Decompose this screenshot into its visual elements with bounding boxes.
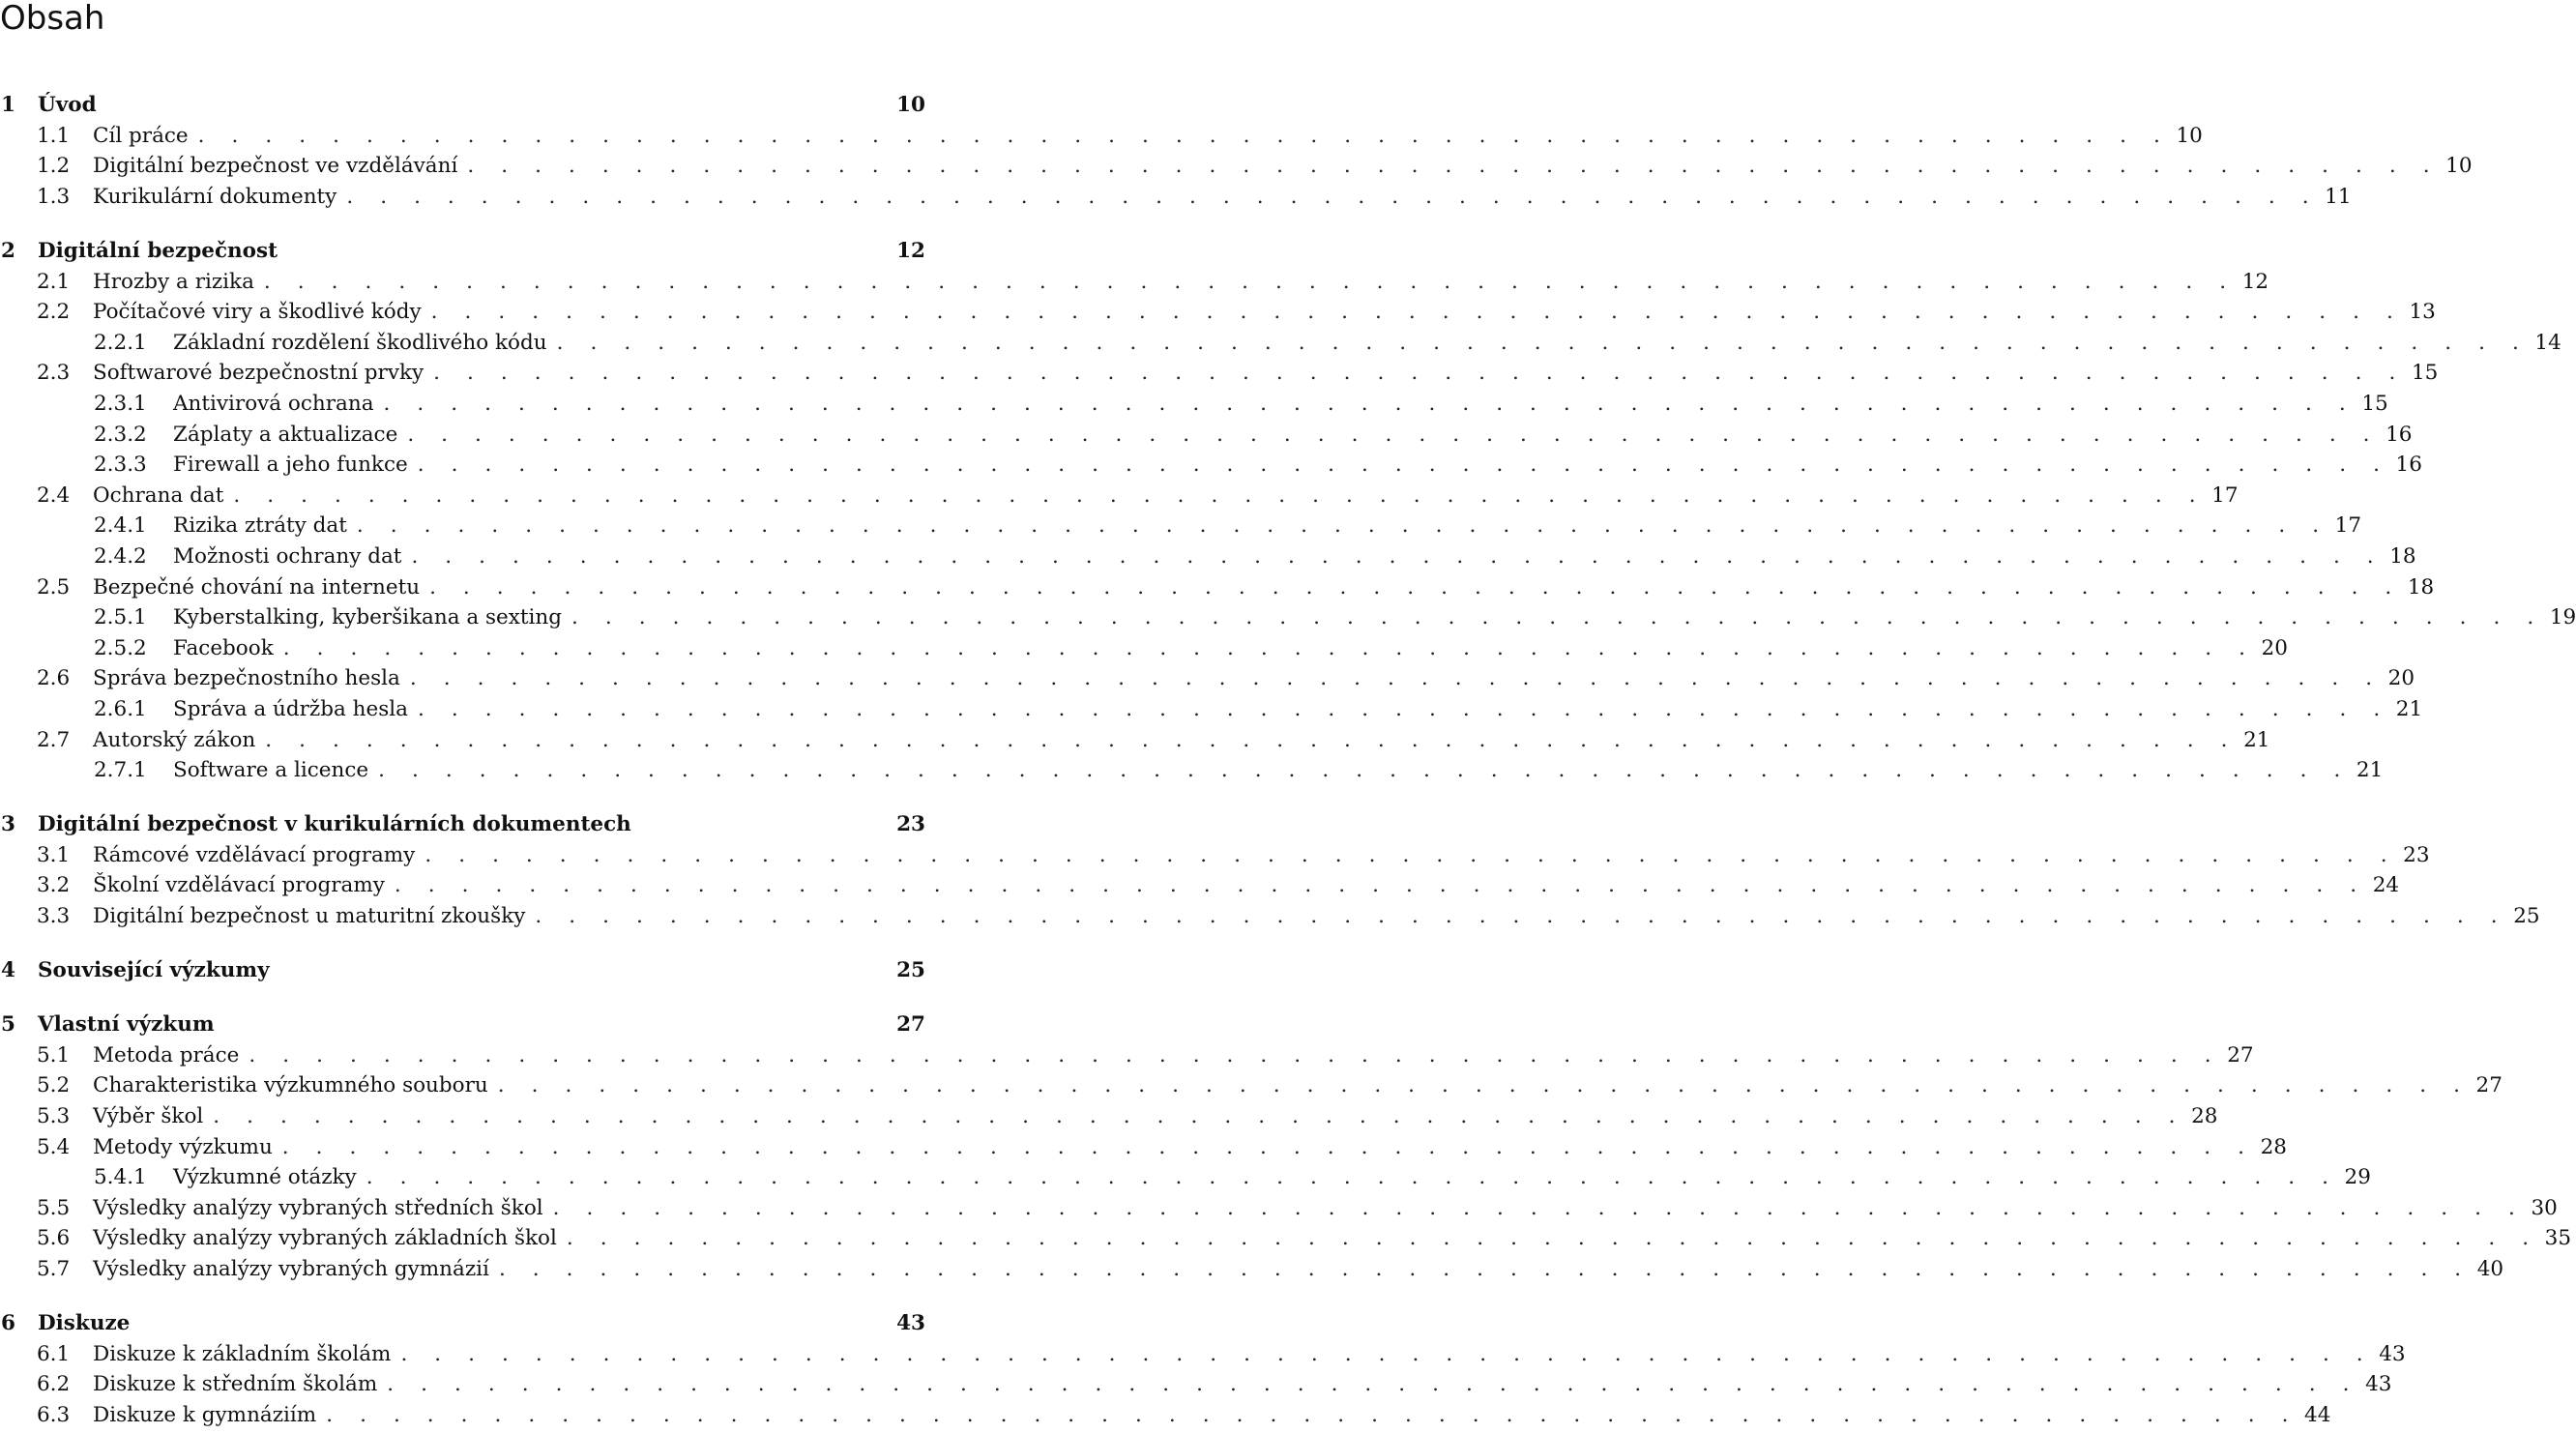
toc-entry-number: 2.5.1: [94, 605, 147, 629]
toc-entry-title: Ochrana dat: [93, 483, 224, 508]
toc-entry-title: Počítačové viry a škodlivé kódy: [93, 300, 422, 324]
toc-entry-number: 6.3: [37, 1403, 71, 1427]
toc-entry-title: Metody výzkumu: [93, 1135, 273, 1159]
toc-leader-dots: . . . . . . . . . . . . . . . . . . . . . . . . . . . . . . . . . . . . . . . . . . . . . . . . . . . . . . . . . . .: [497, 1073, 2471, 1097]
toc-entry-section[interactable]: [0, 122, 2203, 151]
toc-entry-title: Software a licence: [173, 758, 369, 782]
toc-entry-title: Facebook: [173, 636, 274, 660]
toc-entry-section[interactable]: [0, 1071, 2503, 1100]
toc-leader-dots: . . . . . . . . . . . . . . . . . . . . . . . . . . . . . . . . . . . . . . . . . . . . . . . . . . . . . . . . . . .: [467, 154, 2441, 178]
toc-entry-number: 2.6.1: [94, 697, 147, 721]
toc-entry-section[interactable]: [0, 902, 2540, 931]
toc-leader-dots: . . . . . . . . . . . . . . . . . . . . . . . . . . . . . . . . . . . . . . . . . . . . . . . . . . . . . . . . . . .: [498, 1257, 2472, 1281]
toc-entry-page-number: 35: [2544, 1226, 2572, 1250]
toc-entry-number: 1.3: [37, 185, 71, 209]
toc-entry-section[interactable]: [0, 871, 2400, 900]
toc-leader-dots: . . . . . . . . . . . . . . . . . . . . . . . . . . . . . . . . . . . . . . . . . . . . . . . . . . . . . . . . . . .: [411, 544, 2385, 569]
toc-entry-page-number: 18: [2389, 544, 2416, 569]
toc-entry-section[interactable]: [0, 482, 2239, 511]
toc-entry-title: Softwarové bezpečnostní prvky: [93, 361, 424, 385]
toc-leader-dots: . . . . . . . . . . . . . . . . . . . . . . . . . . . . . . . . . . . . . . . . . . . . . . . . . . . . . . . . . . .: [394, 873, 2367, 897]
toc-entry-page-number: 23: [2403, 843, 2430, 867]
toc-entry-page-number: 43: [896, 1311, 925, 1335]
toc-entry-number: 2.2.1: [94, 331, 147, 355]
toc-entry-number: 4: [1, 958, 15, 982]
toc-entry-page-number: 17: [2334, 513, 2362, 538]
toc-entry-title: Správa bezpečnostního hesla: [93, 666, 400, 690]
toc-leader-dots: . . . . . . . . . . . . . . . . . . . . . . . . . . . . . . . . . . . . . . . . . . . . . . . . . . . . . . . . . . .: [424, 843, 2398, 867]
toc-entry-title: Výsledky analýzy vybraných gymnázií: [93, 1257, 489, 1281]
toc-leader-dots: . . . . . . . . . . . . . . . . . . . . . . . . . . . . . . . . . . . . . . . . . . . . . . . . . . . . . . . . . . .: [197, 124, 2171, 148]
toc-entry-page-number: 43: [2379, 1342, 2406, 1366]
toc-leader-dots: . . . . . . . . . . . . . . . . . . . . . . . . . . . . . . . . . . . . . . . . . . . . . . . . . . . . . . . . . . .: [409, 666, 2383, 690]
toc-leader-dots: . . . . . . . . . . . . . . . . . . . . . . . . . . . . . . . . . . . . . . . . . . . . . . . . . . . . . . . . . . .: [417, 697, 2390, 721]
toc-leader-dots: . . . . . . . . . . . . . . . . . . . . . . . . . . . . . . . . . . . . . . . . . . . . . . . . . . . . . . . . . . .: [417, 453, 2390, 477]
toc-entry-subsection[interactable]: [0, 390, 2388, 419]
toc-entry-chapter[interactable]: [0, 1309, 925, 1338]
toc-entry-number: 2.4: [37, 483, 71, 508]
toc-entry-page-number: 28: [2191, 1104, 2218, 1128]
toc-entry-subsection[interactable]: [0, 329, 2561, 358]
toc-entry-page-number: 27: [2475, 1073, 2503, 1097]
toc-entry-page-number: 13: [2409, 300, 2436, 324]
toc-entry-page-number: 17: [2211, 483, 2239, 508]
toc-entry-number: 2.7: [37, 728, 71, 752]
toc-entry-number: 5.7: [37, 1257, 71, 1281]
toc-entry-title: Metoda práce: [93, 1043, 240, 1067]
toc-entry-subsection[interactable]: [0, 1163, 2371, 1192]
toc-entry-title: Rámcové vzdělávací programy: [93, 843, 416, 867]
toc-entry-title: Autorský zákon: [93, 728, 256, 752]
toc-entry-title: Kyberstalking, kyberšikana a sexting: [173, 605, 563, 629]
toc-leader-dots: . . . . . . . . . . . . . . . . . . . . . . . . . . . . . . . . . . . . . . . . . . . . . . . . . . . . . . . . . . .: [430, 300, 2404, 324]
toc-entry-title: Související výzkumy: [38, 958, 270, 982]
toc-entry-number: 2.3.3: [94, 453, 147, 477]
toc-entry-title: Výsledky analýzy vybraných základních škol: [93, 1226, 557, 1250]
toc-entry-page-number: 21: [2356, 758, 2384, 782]
toc-entry-chapter[interactable]: [0, 91, 925, 120]
toc-entry-page-number: 14: [2534, 331, 2561, 355]
toc-entry-section[interactable]: [0, 268, 2269, 297]
toc-entry-page-number: 19: [2549, 605, 2576, 629]
toc-entry-number: 2: [1, 239, 15, 263]
toc-entry-number: 3.2: [37, 873, 71, 897]
toc-entry-page-number: 25: [2513, 904, 2540, 928]
toc-entry-number: 1.2: [37, 154, 71, 178]
toc-entry-page-number: 44: [2304, 1403, 2331, 1427]
toc-leader-dots: . . . . . . . . . . . . . . . . . . . . . . . . . . . . . . . . . . . . . . . . . . . . . . . . . . . . . . . . . . .: [265, 728, 2239, 752]
toc-entry-number: 3: [1, 812, 15, 836]
toc-entry-title: Charakteristika výzkumného souboru: [93, 1073, 488, 1097]
toc-entry-subsection[interactable]: [0, 634, 2288, 663]
toc-entry-title: Výběr škol: [93, 1104, 204, 1128]
toc-entry-section[interactable]: [0, 1041, 2254, 1070]
toc-entry-number: 3.3: [37, 904, 71, 928]
toc-entry-page-number: 20: [2387, 666, 2415, 690]
toc-entry-page-number: 21: [2395, 697, 2423, 721]
toc-entry-number: 2.1: [37, 270, 71, 294]
toc-leader-dots: . . . . . . . . . . . . . . . . . . . . . . . . . . . . . . . . . . . . . . . . . . . . . . . . . . . . . . . . . . .: [387, 1372, 2360, 1396]
toc-entry-chapter[interactable]: [0, 237, 925, 266]
toc-entry-page-number: 12: [896, 239, 925, 263]
toc-entry-title: Digitální bezpečnost u maturitní zkoušky: [93, 904, 526, 928]
toc-entry-title: Firewall a jeho funkce: [173, 453, 408, 477]
toc-leader-dots: . . . . . . . . . . . . . . . . . . . . . . . . . . . . . . . . . . . . . . . . . . . . . . . . . . . . . . . . . . .: [213, 1104, 2186, 1128]
toc-leader-dots: . . . . . . . . . . . . . . . . . . . . . . . . . . . . . . . . . . . . . . . . . . . . . . . . . . . . . . . . . . .: [552, 1196, 2526, 1220]
toc-entry-section[interactable]: [0, 1194, 2558, 1223]
toc-entry-title: Školní vzdělávací programy: [93, 873, 385, 897]
toc-leader-dots: . . . . . . . . . . . . . . . . . . . . . . . . . . . . . . . . . . . . . . . . . . . . . . . . . . . . . . . . . . .: [281, 1135, 2255, 1159]
toc-entry-section[interactable]: [0, 573, 2435, 602]
toc-entry-title: Antivirová ochrana: [173, 392, 374, 416]
toc-entry-section[interactable]: [0, 1340, 2406, 1369]
toc-entry-title: Diskuze k gymnáziím: [93, 1403, 317, 1427]
toc-leader-dots: . . . . . . . . . . . . . . . . . . . . . . . . . . . . . . . . . . . . . . . . . . . . . . . . . . . . . . . . . . .: [566, 1226, 2539, 1250]
toc-entry-section[interactable]: [0, 841, 2430, 870]
toc-entry-section[interactable]: [0, 298, 2436, 327]
toc-entry-page-number: 23: [896, 812, 925, 836]
toc-entry-number: 2.5: [37, 575, 71, 600]
toc-entry-title: Bezpečné chování na internetu: [93, 575, 421, 600]
toc-leader-dots: . . . . . . . . . . . . . . . . . . . . . . . . . . . . . . . . . . . . . . . . . . . . . . . . . . . . . . . . . . .: [429, 575, 2402, 600]
toc-entry-number: 1: [1, 93, 15, 117]
toc-entry-number: 2.3: [37, 361, 71, 385]
toc-entry-number: 3.1: [37, 843, 71, 867]
toc-entry-title: Digitální bezpečnost: [38, 239, 278, 263]
toc-entry-section[interactable]: [0, 1133, 2287, 1162]
toc-entry-page-number: 29: [2344, 1165, 2371, 1189]
toc-leader-dots: . . . . . . . . . . . . . . . . . . . . . . . . . . . . . . . . . . . . . . . . . . . . . . . . . . . . . . . . . . .: [407, 423, 2381, 447]
toc-entry-number: 2.6: [37, 666, 71, 690]
toc-entry-chapter[interactable]: [0, 810, 925, 839]
toc-leader-dots: . . . . . . . . . . . . . . . . . . . . . . . . . . . . . . . . . . . . . . . . . . . . . . . . . . . . . . . . . . .: [535, 904, 2508, 928]
toc-entry-page-number: 24: [2372, 873, 2400, 897]
toc-entry-page-number: 11: [2325, 185, 2352, 209]
toc-leader-dots: . . . . . . . . . . . . . . . . . . . . . . . . . . . . . . . . . . . . . . . . . . . . . . . . . . . . . . . . . . .: [263, 270, 2237, 294]
toc-entry-section[interactable]: [0, 726, 2270, 755]
toc-entry-title: Diskuze k základním školám: [93, 1342, 392, 1366]
toc-entry-section[interactable]: [0, 152, 2473, 181]
toc-entry-page-number: 27: [2227, 1043, 2254, 1067]
toc-entry-page-number: 28: [2260, 1135, 2287, 1159]
toc-entry-page-number: 43: [2365, 1372, 2392, 1396]
toc-entry-page-number: 15: [2361, 392, 2388, 416]
toc-entry-number: 6.2: [37, 1372, 71, 1396]
toc-entry-page-number: 21: [2243, 728, 2270, 752]
toc-leader-dots: . . . . . . . . . . . . . . . . . . . . . . . . . . . . . . . . . . . . . . . . . . . . . . . . . . . . . . . . . . .: [383, 392, 2356, 416]
toc-entry-number: 5: [1, 1012, 15, 1037]
toc-entry-title: Možnosti ochrany dat: [173, 544, 402, 569]
toc-leader-dots: . . . . . . . . . . . . . . . . . . . . . . . . . . . . . . . . . . . . . . . . . . . . . . . . . . . . . . . . . . .: [433, 361, 2406, 385]
toc-leader-dots: . . . . . . . . . . . . . . . . . . . . . . . . . . . . . . . . . . . . . . . . . . . . . . . . . . . . . . . . . . .: [346, 185, 2320, 209]
toc-entry-page-number: 10: [2176, 124, 2203, 148]
toc-entry-page-number: 27: [896, 1012, 925, 1037]
toc-entry-title: Rizika ztráty dat: [173, 513, 347, 538]
toc-entry-chapter[interactable]: [0, 956, 925, 985]
toc-entry-page-number: 40: [2476, 1257, 2504, 1281]
toc-entry-page-number: 10: [2445, 154, 2473, 178]
page-title: Obsah: [0, 0, 105, 38]
toc-entry-section[interactable]: [0, 183, 2352, 212]
toc-entry-section[interactable]: [0, 1102, 2218, 1131]
toc-entry-page-number: 12: [2241, 270, 2269, 294]
toc-entry-subsection[interactable]: [0, 512, 2362, 541]
toc-entry-subsection[interactable]: [0, 421, 2413, 450]
toc-entry-section[interactable]: [0, 1370, 2392, 1399]
toc-entry-number: 2.2: [37, 300, 71, 324]
toc-entry-number: 5.4.1: [94, 1165, 147, 1189]
toc-entry-number: 5.3: [37, 1104, 71, 1128]
toc-entry-page-number: 15: [2411, 361, 2439, 385]
toc-entry-page-number: 20: [2261, 636, 2288, 660]
toc-entry-number: 2.4.1: [94, 513, 147, 538]
toc-entry-title: Záplaty a aktualizace: [173, 423, 398, 447]
toc-entry-title: Hrozby a rizika: [93, 270, 254, 294]
toc-entry-title: Diskuze: [38, 1311, 131, 1335]
toc-leader-dots: . . . . . . . . . . . . . . . . . . . . . . . . . . . . . . . . . . . . . . . . . . . . . . . . . . . . . . . . . . .: [326, 1403, 2299, 1427]
toc-entry-section[interactable]: [0, 1224, 2572, 1253]
toc-entry-title: Digitální bezpečnost ve vzdělávání: [93, 154, 458, 178]
toc-entry-number: 5.4: [37, 1135, 71, 1159]
toc-entry-title: Úvod: [38, 93, 97, 117]
toc-entry-number: 5.5: [37, 1196, 71, 1220]
toc-entry-subsection[interactable]: [0, 695, 2423, 724]
toc-entry-title: Výzkumné otázky: [173, 1165, 357, 1189]
toc-entry-page-number: 16: [2395, 453, 2422, 477]
toc-entry-number: 2.5.2: [94, 636, 147, 660]
toc-entry-title: Diskuze k středním školám: [93, 1372, 378, 1396]
toc-entry-section[interactable]: [0, 1255, 2504, 1284]
toc-leader-dots: . . . . . . . . . . . . . . . . . . . . . . . . . . . . . . . . . . . . . . . . . . . . . . . . . . . . . . . . . . .: [233, 483, 2207, 508]
toc-entry-number: 2.7.1: [94, 758, 147, 782]
toc-entry-title: Digitální bezpečnost v kurikulárních dokumentech: [38, 812, 631, 836]
toc-entry-chapter[interactable]: [0, 1010, 925, 1039]
toc-entry-section[interactable]: [0, 359, 2439, 388]
toc-leader-dots: . . . . . . . . . . . . . . . . . . . . . . . . . . . . . . . . . . . . . . . . . . . . . . . . . . . . . . . . . . .: [282, 636, 2256, 660]
toc-entry-page-number: 25: [896, 958, 925, 982]
toc-leader-dots: . . . . . . . . . . . . . . . . . . . . . . . . . . . . . . . . . . . . . . . . . . . . . . . . . . . . . . . . . . .: [366, 1165, 2339, 1189]
toc-entry-page-number: 16: [2386, 423, 2413, 447]
toc-entry-title: Vlastní výzkum: [38, 1012, 215, 1037]
toc-entry-title: Výsledky analýzy vybraných středních škol: [93, 1196, 543, 1220]
toc-leader-dots: . . . . . . . . . . . . . . . . . . . . . . . . . . . . . . . . . . . . . . . . . . . . . . . . . . . . . . . . . . .: [400, 1342, 2374, 1366]
toc-entry-section[interactable]: [0, 664, 2415, 693]
toc-leader-dots: . . . . . . . . . . . . . . . . . . . . . . . . . . . . . . . . . . . . . . . . . . . . . . . . . . . . . . . . . . .: [571, 605, 2544, 629]
toc-entry-subsection[interactable]: [0, 756, 2384, 785]
toc-entry-title: Kurikulární dokumenty: [93, 185, 337, 209]
toc-entry-title: Základní rozdělení škodlivého kódu: [173, 331, 547, 355]
toc-entry-subsection[interactable]: [0, 451, 2422, 480]
toc-entry-number: 5.6: [37, 1226, 71, 1250]
toc-entry-title: Cíl práce: [93, 124, 189, 148]
toc-entry-subsection[interactable]: [0, 603, 2576, 632]
toc-entry-number: 6.1: [37, 1342, 71, 1366]
toc-entry-number: 2.3.1: [94, 392, 147, 416]
toc-entry-page-number: 30: [2531, 1196, 2558, 1220]
toc-entry-section[interactable]: [0, 1401, 2331, 1430]
toc-entry-number: 5.2: [37, 1073, 71, 1097]
toc-entry-number: 2.3.2: [94, 423, 147, 447]
toc-entry-page-number: 10: [896, 93, 925, 117]
toc-leader-dots: . . . . . . . . . . . . . . . . . . . . . . . . . . . . . . . . . . . . . . . . . . . . . . . . . . . . . . . . . . .: [378, 758, 2351, 782]
toc-leader-dots: . . . . . . . . . . . . . . . . . . . . . . . . . . . . . . . . . . . . . . . . . . . . . . . . . . . . . . . . . . .: [556, 331, 2530, 355]
toc-entry-page-number: 18: [2407, 575, 2435, 600]
toc-entry-number: 2.4.2: [94, 544, 147, 569]
toc-leader-dots: . . . . . . . . . . . . . . . . . . . . . . . . . . . . . . . . . . . . . . . . . . . . . . . . . . . . . . . . . . .: [249, 1043, 2222, 1067]
toc-entry-number: 5.1: [37, 1043, 71, 1067]
toc-entry-number: 1.1: [37, 124, 71, 148]
toc-entry-number: 6: [1, 1311, 15, 1335]
toc-entry-subsection[interactable]: [0, 542, 2416, 571]
toc-entry-title: Správa a údržba hesla: [173, 697, 408, 721]
toc-leader-dots: . . . . . . . . . . . . . . . . . . . . . . . . . . . . . . . . . . . . . . . . . . . . . . . . . . . . . . . . . . .: [356, 513, 2329, 538]
